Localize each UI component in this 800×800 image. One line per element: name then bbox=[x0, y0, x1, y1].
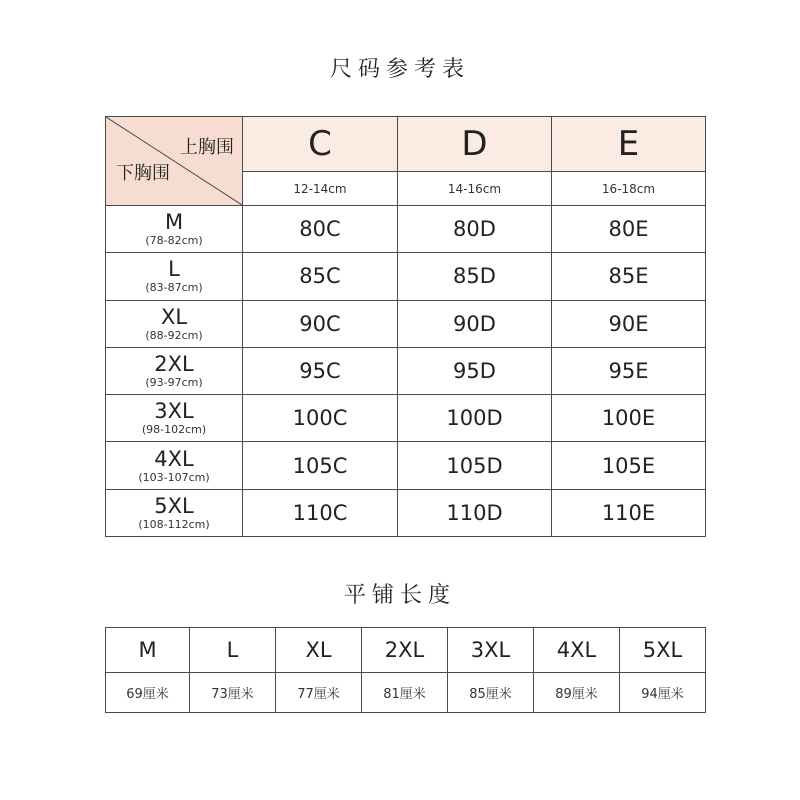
cup-header-e: E bbox=[552, 117, 706, 172]
cup-header-c: C bbox=[243, 117, 398, 172]
length-size-row bbox=[106, 628, 706, 673]
band-size: 3XL bbox=[154, 399, 194, 424]
length-value-cell: 85厘米 bbox=[448, 673, 534, 713]
length-size-cell: 2XL bbox=[362, 628, 448, 673]
length-size-cell: M bbox=[106, 628, 190, 673]
cup-header-d: D bbox=[398, 117, 552, 172]
size-value-cell: 95D bbox=[398, 347, 552, 394]
cup-range-e: 16-18cm bbox=[552, 172, 706, 206]
length-value-row bbox=[106, 673, 706, 713]
size-value-cell: 105D bbox=[398, 442, 552, 489]
size-value-cell: 105E bbox=[552, 442, 706, 489]
size-value-cell: 90C bbox=[243, 300, 398, 347]
table-row bbox=[106, 300, 706, 347]
length-value-cell: 73厘米 bbox=[190, 673, 276, 713]
size-value-cell: 85D bbox=[398, 253, 552, 300]
band-size: 2XL bbox=[154, 351, 194, 376]
table-row bbox=[106, 395, 706, 442]
band-range: (88-92cm) bbox=[145, 328, 203, 342]
cup-header-row bbox=[106, 117, 706, 172]
band-size-cell bbox=[106, 253, 243, 300]
band-range: (103-107cm) bbox=[138, 470, 210, 484]
cup-range-c: 12-14cm bbox=[243, 172, 398, 206]
size-value-cell: 90D bbox=[398, 300, 552, 347]
under-bust-label: 下胸围 bbox=[116, 163, 170, 184]
size-value-cell: 85E bbox=[552, 253, 706, 300]
size-value-cell: 80C bbox=[243, 206, 398, 253]
band-size-cell bbox=[106, 206, 243, 253]
band-size: 5XL bbox=[154, 493, 194, 518]
size-value-cell: 80E bbox=[552, 206, 706, 253]
length-value-cell: 94厘米 bbox=[620, 673, 706, 713]
band-size-cell bbox=[106, 300, 243, 347]
length-chart-title: 平铺长度 bbox=[343, 583, 456, 608]
size-value-cell: 95C bbox=[243, 347, 398, 394]
band-size: 4XL bbox=[154, 446, 194, 471]
size-value-cell: 95E bbox=[552, 347, 706, 394]
corner-header-cell bbox=[106, 117, 243, 206]
band-size: M bbox=[164, 210, 184, 235]
size-value-cell: 110C bbox=[243, 489, 398, 536]
length-size-cell: 5XL bbox=[620, 628, 706, 673]
size-value-cell: 100C bbox=[243, 395, 398, 442]
band-range: (108-112cm) bbox=[138, 517, 210, 531]
band-range: (98-102cm) bbox=[141, 423, 207, 437]
size-value-cell: 100E bbox=[552, 395, 706, 442]
length-size-cell: L bbox=[190, 628, 276, 673]
size-value-cell: 110D bbox=[398, 489, 552, 536]
length-chart-table bbox=[105, 627, 706, 713]
band-size: XL bbox=[160, 304, 188, 329]
size-value-cell: 85C bbox=[243, 253, 398, 300]
size-chart-table bbox=[105, 116, 706, 537]
band-size-cell bbox=[106, 347, 243, 394]
length-value-cell: 69厘米 bbox=[106, 673, 190, 713]
band-size-cell bbox=[106, 395, 243, 442]
band-range: (93-97cm) bbox=[145, 375, 203, 389]
length-size-cell: 3XL bbox=[448, 628, 534, 673]
table-row bbox=[106, 253, 706, 300]
cup-range-d: 14-16cm bbox=[398, 172, 552, 206]
size-value-cell: 90E bbox=[552, 300, 706, 347]
table-row bbox=[106, 347, 706, 394]
size-value-cell: 80D bbox=[398, 206, 552, 253]
band-size-cell bbox=[106, 442, 243, 489]
size-value-cell: 110E bbox=[552, 489, 706, 536]
length-value-cell: 77厘米 bbox=[276, 673, 362, 713]
table-row bbox=[106, 206, 706, 253]
band-range: (83-87cm) bbox=[145, 281, 203, 295]
size-value-cell: 105C bbox=[243, 442, 398, 489]
band-size-cell bbox=[106, 489, 243, 536]
length-value-cell: 89厘米 bbox=[534, 673, 620, 713]
upper-bust-label: 上胸围 bbox=[180, 137, 234, 158]
table-row bbox=[106, 489, 706, 536]
band-size: L bbox=[168, 257, 180, 282]
table-row bbox=[106, 442, 706, 489]
length-value-cell: 81厘米 bbox=[362, 673, 448, 713]
length-size-cell: 4XL bbox=[534, 628, 620, 673]
length-size-cell: XL bbox=[276, 628, 362, 673]
band-range: (78-82cm) bbox=[145, 234, 203, 248]
size-value-cell: 100D bbox=[398, 395, 552, 442]
size-chart-title: 尺码参考表 bbox=[329, 57, 470, 82]
